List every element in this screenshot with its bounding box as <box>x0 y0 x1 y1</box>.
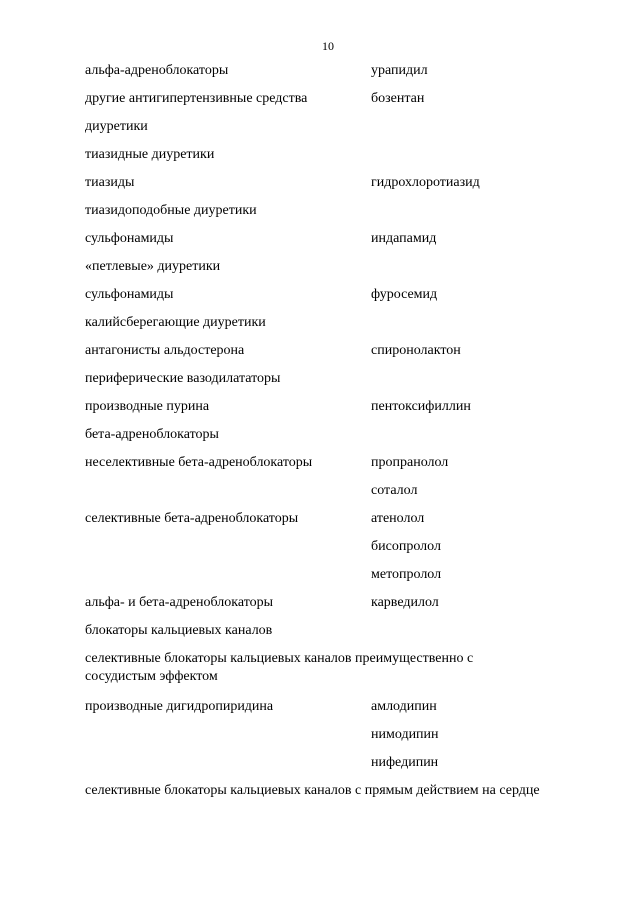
drug-name: амлодипин <box>371 699 437 714</box>
drug-name: индапамид <box>371 231 437 246</box>
drug-classification-table <box>85 59 545 827</box>
drug-class-label: «петлевые» диуретики <box>85 259 221 274</box>
table-row <box>85 591 545 619</box>
drug-class-label: диуретики <box>85 119 148 134</box>
table-row <box>85 423 545 451</box>
table-row <box>85 367 545 395</box>
drug-name: бозентан <box>371 91 425 106</box>
table-row <box>85 339 545 367</box>
drug-name: урапидил <box>371 63 428 78</box>
table-row <box>85 227 545 255</box>
table-row <box>85 535 545 563</box>
table-row <box>85 751 545 779</box>
drug-class-label: периферические вазодилататоры <box>85 371 281 386</box>
drug-name: гидрохлоротиазид <box>371 175 480 190</box>
page-number: 10 <box>322 39 334 53</box>
drug-name: пропранолол <box>371 455 449 470</box>
drug-class-label: бета-адреноблокаторы <box>85 427 219 442</box>
table-row <box>85 395 545 423</box>
table-row <box>85 283 545 311</box>
drug-class-label: селективные блокаторы кальциевых каналов с прямым действием на сердце <box>85 783 540 798</box>
drug-class-label: альфа-адреноблокаторы <box>85 63 229 78</box>
drug-class-label: тиазидоподобные диуретики <box>85 203 257 218</box>
table-row <box>85 647 545 695</box>
drug-class-label: селективные бета-адреноблокаторы <box>85 511 299 526</box>
table-row <box>85 255 545 283</box>
drug-class-label: тиазиды <box>85 175 135 190</box>
table-row <box>85 619 545 647</box>
drug-class-label: сульфонамиды <box>85 287 174 302</box>
table-row <box>85 199 545 227</box>
drug-name: нифедипин <box>371 755 439 770</box>
drug-name: спиронолактон <box>371 343 461 358</box>
table-row <box>85 171 545 199</box>
drug-class-label: тиазидные диуретики <box>85 147 215 162</box>
drug-class-label: альфа- и бета-адреноблокаторы <box>85 595 274 610</box>
drug-class-label: производные пурина <box>85 399 210 414</box>
drug-class-label: неселективные бета-адреноблокаторы <box>85 455 313 470</box>
drug-name: карведилол <box>371 595 439 610</box>
table-row <box>85 723 545 751</box>
table-row <box>85 143 545 171</box>
table-row <box>85 695 545 723</box>
table-row <box>85 563 545 591</box>
table-row <box>85 779 545 827</box>
drug-class-label: калийсберегающие диуретики <box>85 315 266 330</box>
drug-class-label: селективные блокаторы кальциевых каналов преимущественно с сосудистым эффектом <box>85 651 474 684</box>
table-row <box>85 59 545 87</box>
drug-class-label: сульфонамиды <box>85 231 174 246</box>
table-row <box>85 451 545 479</box>
drug-class-label: блокаторы кальциевых каналов <box>85 623 273 638</box>
drug-name: нимодипин <box>371 727 439 742</box>
drug-class-label: другие антигипертензивные средства <box>85 91 308 106</box>
table-row <box>85 87 545 115</box>
table-row <box>85 115 545 143</box>
table-row <box>85 507 545 535</box>
drug-class-label: антагонисты альдостерона <box>85 343 245 358</box>
drug-name: метопролол <box>371 567 442 582</box>
table-row <box>85 311 545 339</box>
drug-class-label: производные дигидропиридина <box>85 699 274 714</box>
drug-name: соталол <box>371 483 418 498</box>
drug-name: бисопролол <box>371 539 441 554</box>
drug-name: пентоксифиллин <box>371 399 471 414</box>
drug-name: атенолол <box>371 511 425 526</box>
drug-name: фуросемид <box>371 287 438 302</box>
table-row <box>85 479 545 507</box>
